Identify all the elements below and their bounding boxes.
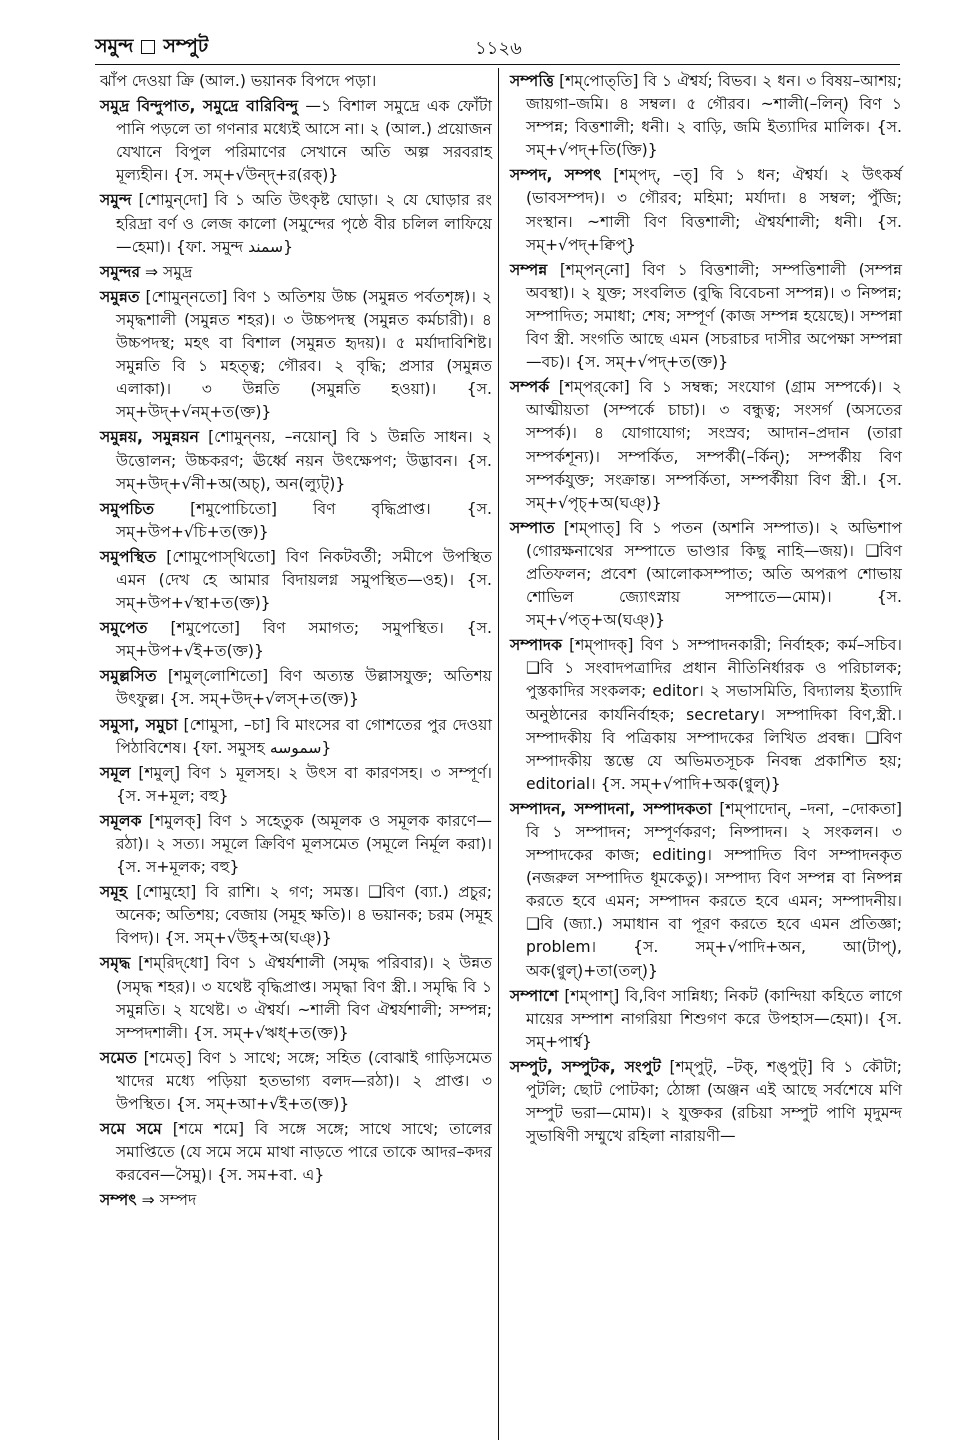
dictionary-entry: [100, 261, 492, 284]
entry-headword: সমুদ্র বিন্দুপাত, সমুদ্রে বারিবিন্দু: [100, 97, 299, 116]
square-separator-icon: [141, 40, 155, 54]
entry-definition: [শমুপোচিতো] বিণ বৃদ্ধিপ্রাপ্ত। {স. সম্+উপ+√চি+ত(ক্ত)}: [116, 499, 492, 541]
dictionary-entry: [510, 517, 902, 632]
entry-headword: সমুন্নয়, সমুন্নয়ন: [100, 428, 199, 447]
dictionary-entry: [510, 985, 902, 1054]
dictionary-entry: [100, 714, 492, 760]
entry-definition: [শমুপেতো] বিণ সমাগত; সমুপস্থিত। {স. সম্+উপ+√ই+ত(ক্ত)}: [116, 619, 492, 661]
running-head-last-word: সম্পুট: [163, 35, 209, 57]
running-head-first-word: সমুন্দ: [95, 35, 134, 57]
entry-definition: ঝাঁপ দেওয়া ক্রি (আল.) ভয়ানক বিপদে পড়া।: [100, 72, 377, 90]
dictionary-entry: [100, 286, 492, 425]
dictionary-entry: [100, 546, 492, 615]
entry-headword: সম্পন্ন: [510, 260, 548, 279]
entry-headword: সমুন্দর: [100, 262, 141, 281]
entry-definition: [শমুল্‌লোশিতো] বিণ অত্যন্ত উল্লাসযুক্ত; অতিশয় উৎফুল্ল। {স. সম্+উদ্+√লস্+ত(ক্ত)}: [116, 667, 492, 709]
dictionary-entry: [100, 881, 492, 950]
dictionary-entry: [100, 95, 492, 187]
dictionary-entry: [100, 762, 492, 808]
entry-headword: সমুপেত: [100, 619, 148, 638]
entry-definition: [শম্‌পাশ্] বি,বিণ সান্নিধ্য; নিকট (কান্দিয়া কহিতে লাগে মায়ের সম্পাশ নাগরিয়া শিশুগণ করে উপহাস—হেমা)। {স. সম্+পার্শ্ব}: [526, 986, 902, 1051]
page-header: [95, 30, 900, 65]
entry-definition: [শম্‌পাদোন্, –দনা, –দোকতা] বি ১ সম্পাদন; সম্পূর্ণকরণ; নিষ্পাদন। ২ সংকলন। ৩ সম্পাদকের কাজ; editing। সম্পাদিত বিণ সম্পাদনকৃত (নজরুল সম্পাদিত ধূমকেতু)। সম্পাদ্য বিণ সম্পন্ন বা নিষ্পন্ন করতে হবে এমন; সম্পাদন করতে হবে এমন; সম্পাদনীয়। ❑বি (জ্যা.) সমাধান বা পূরণ করতে হবে এমন প্রতিজ্ঞা; problem। {স. সম্+√পাদি+অন, আ(টাপ্), অক(ণ্বুল্)+তা(তল্)}: [526, 799, 902, 980]
entry-definition: [শম্‌রিদ্‌ধো] বিণ ১ ঐশ্বর্যশালী (সমৃদ্ধ পরিবার)। ২ উন্নত (সমৃদ্ধ শহর)। ৩ যথেষ্ট বৃদ্ধিপ্রাপ্ত। সমৃদ্ধা বিণ স্ত্রী.। সমৃদ্ধি বি ১ সমুন্নতি। ২ যথেষ্ট। ৩ ঐশ্বর্য। ~শালী বিণ ঐশ্বর্যশালী; সম্পন্ন; সম্পদশালী। {স. সম্+√ঋধ্+ত(ক্ত)}: [116, 954, 492, 1042]
right-column: [510, 70, 902, 1150]
entry-headword: সমুল্লসিত: [100, 667, 157, 686]
dictionary-entry: [100, 1047, 492, 1116]
dictionary-entry: [100, 189, 492, 258]
dictionary-entry: [510, 634, 902, 796]
entry-definition: [শমুল্] বিণ ১ মূলসহ। ২ উৎস বা কারণসহ। ৩ সম্পূর্ণ। {স. স+মূল; বহু}: [116, 763, 492, 805]
entry-headword: সমুন্দ: [100, 191, 132, 210]
entry-definition: [শোমুন্‌দো] বি ১ অতি উৎকৃষ্ট ঘোড়া। ২ যে ঘোড়ার রং হরিদ্রা বর্ণ ও লেজ কালো (সমুন্দের পৃষ্ঠে বীর চলিল লাফিয়ে—হেমা)। {ফা. সমুন্দ سمند}: [116, 191, 492, 256]
entry-headword: সম্পর্ক: [510, 378, 550, 397]
entry-definition: [শম্‌পাদক্] বিণ ১ সম্পাদনকারী; নির্বাহক; কর্ম–সচিব। ❑বি ১ সংবাদপত্রাদির প্রধান নীতিনির্ধারক ও পরিচালক; পুস্তকাদির সংকলক; editor। ২ সভাসমিতি, বিদ্যালয় ইত্যাদি অনুষ্ঠানের কার্যনির্বাহক; secretary। সম্পাদিকা বিণ,স্ত্রী.। সম্পাদকীয় বি পত্রিকায় সম্পাদকের লিখিত প্রবন্ধ। ❑বিণ সম্পাদকীয় স্তম্ভে যে অভিমতসূচক নিবন্ধ প্রকাশিত হয়; editorial। {স. সম্+√পাদি+অক(ণ্বুল্)}: [526, 636, 902, 793]
entry-headword: সম্পত্তি: [510, 72, 554, 90]
dictionary-entry: [100, 1189, 492, 1212]
dictionary-entry: [510, 798, 902, 983]
entry-definition: ⇒ সম্পদ: [141, 1191, 197, 1210]
dictionary-entry: [510, 376, 902, 515]
entry-headword: সমুপচিত: [100, 499, 155, 518]
entry-headword: সমুপস্থিত: [100, 547, 157, 566]
entry-headword: সম্পাশে: [510, 986, 559, 1005]
dictionary-entry: [100, 617, 492, 663]
dictionary-entry: [510, 70, 902, 162]
dictionary-entry: [510, 1056, 902, 1148]
dictionary-entry: [100, 70, 492, 93]
entry-definition: ⇒ সমুদ্র: [145, 262, 193, 281]
dictionary-entry: [100, 498, 492, 544]
entry-headword: সমুসা, সমুচা: [100, 715, 178, 734]
dictionary-entry: [100, 1118, 492, 1187]
entry-definition: [শম্‌পোত্‌তি] বি ১ ঐশ্বর্য; বিভব। ২ ধন। ৩ বিষয়–আশয়; জায়গা–জমি। ৪ সম্বল। ৫ গৌরব। ~শালী(–লিন্) বিণ ১ সম্পন্ন; বিত্তশালী; ধনী। ২ বাড়ি, জমি ইত্যাদির মালিক। {স. সম্+√পদ্+তি(ক্তি)}: [526, 72, 902, 160]
entry-definition: [শোমুন্‌নয়, –নয়োন্] বি ১ উন্নতি সাধন। ২ উত্তোলন; উচ্চকরণ; ঊর্ধ্বে নয়ন উৎক্ষেপণ; উদ্ভাবন। {স. সম্+উদ্+√নী+অ(অচ্), অন(ল্যুট্)}: [116, 428, 492, 493]
entry-definition: [শম্‌পদ্, –ত্] বি ১ ধন; ঐশ্বর্য। ২ উৎকর্ষ (ভাবসম্পদ)। ৩ গৌরব; মহিমা; মর্যাদা। ৪ সম্বল; পুঁজি; সংস্থান। ~শালী বিণ বিত্তশালী; ঐশ্বর্যশালী; ধনী। {স. সম্+√পদ্+ক্বিপ্}: [526, 166, 902, 254]
entry-definition: [শমেত্] বিণ ১ সাথে; সঙ্গে; সহিত (বোঝাই গাড়িসমেত খাদের মধ্যে পড়িয়া হতভাগ্য বলদ—রঠা)। ২ প্রাপ্ত। ৩ উপস্থিত। {স. সম্+আ+√ই+ত(ক্ত)}: [116, 1048, 492, 1114]
entry-headword: সমে সমে: [100, 1120, 162, 1139]
entry-headword: সমূল: [100, 763, 131, 782]
entry-headword: সমুন্নত: [100, 287, 140, 306]
entry-definition: [শোমুহো] বি রাশি। ২ গণ; সমস্ত। ❑বিণ (ব্যা.) প্রচুর; অনেক; অতিশয়; বেজায় (সমূহ ক্ষতি)। ৪ ভয়ানক; চরম (সমূহ বিপদ)। {স. সম্+√উহ্+অ(ঘঞ্)}: [116, 883, 492, 948]
page-number: ১১২৬: [475, 38, 522, 59]
entry-definition: —১ বিশাল সমুদ্রে এক ফোঁটা পানি পড়লে তা গণনার মধ্যেই আসে না। ২ (আল.) প্রয়োজন যেখানে বিপুল পরিমাণের সেখানে অতি অল্প সরবরাহ মূল্যহীন। {স. সম্+√উন্দ্+র(রক্)}: [116, 97, 492, 185]
dictionary-entry: [100, 665, 492, 711]
entry-definition: [শোমুপোস্‌থিতো] বিণ নিকটবর্তী; সমীপে উপস্থিত এমন (দেখ হে আমার বিদায়লগ্ন সমুপস্থিত—ওহ)। {স. সম্+উপ+√স্থা+ত(ক্ত)}: [116, 547, 492, 613]
entry-definition: [শমে শমে] বি সঙ্গে সঙ্গে; সাথে সাথে; তালের সমাপ্তিতে (যে সমে সমে মাথা নাড়তে পারে তাকে আদর–কদর করবেন—সৈমু)। {স. সম+বা. এ}: [116, 1120, 492, 1185]
entry-definition: [শোমুসা, –চা] বি মাংসের বা গোশতের পুর দেওয়া পিঠাবিশেষ। {ফা. সমুসহ سموسه}: [116, 715, 492, 757]
entry-headword: সম্পৎ: [100, 1191, 137, 1210]
dictionary-entry: [100, 952, 492, 1044]
column-divider: [498, 68, 499, 1440]
entry-definition: [শমুলক্] বিণ ১ সহেতুক (অমূলক ও সমূলক কারণে—রঠা)। ২ সত্য। সমূলে ক্রিবিণ মূলসমেত (সমূলে নির্মূল করা)। {স. স+মূলক; বহু}: [116, 811, 492, 877]
entry-headword: সমেত: [100, 1048, 137, 1067]
entry-definition: [শোমুন্‌নতো] বিণ ১ অতিশয় উচ্চ (সমুন্নত পর্বতশৃঙ্গ)। ২ সমৃদ্ধশালী (সমুন্নত শহর)। ৩ উচ্চপদস্থ (সমুন্নত কর্মচারী)। ৪ উচ্চপদস্থ; মহৎ বা বিশাল (সমুন্নত হৃদয়)। ৫ মর্যাদাবিশিষ্ট। সমুন্নতি বি ১ মহত্ত্ব; গৌরব। ২ বৃদ্ধি; প্রসার (সমুন্নত এলাকা)। ৩ উন্নতি (সমুন্নতি হওয়া)। {স. সম্+উদ্+√নম্+ত(ক্ত)}: [116, 287, 492, 422]
entry-definition: [শম্‌পাত্] বি ১ পতন (অশনি সম্পাত)। ২ অভিশাপ (গোরক্ষনাথের সম্পাতে ভাণ্ডার কিছু নাহি—জয়)। ❑বিণ প্রতিফলন; প্রবেশ (আলোকসম্পাত; অতি অপরূপ শোভায় শোভিল জ্যোৎস্নায় সম্পাতে—মোম)। {স. সম্+√পত্+অ(ঘঞ্)}: [526, 518, 902, 630]
dictionary-entry: [510, 259, 902, 374]
entry-headword: সমূলক: [100, 811, 142, 830]
entry-headword: সম্পাদন, সম্পাদনা, সম্পাদকতা: [510, 799, 712, 818]
entry-headword: সমৃদ্ধ: [100, 954, 131, 973]
entry-definition: [শম্‌পন্‌নো] বিণ ১ বিত্তশালী; সম্পত্তিশালী (সম্পন্ন অবস্থা)। ২ যুক্ত; সংবলিত (বুদ্ধি বিবেচনা সম্পন্ন)। ৩ নিষ্পন্ন; সম্পাদিত; সমাধা; শেষ; সম্পূর্ণ (কাজ সম্পন্ন হয়েছে)। সম্পন্না বিণ স্ত্রী. সংগতি আছে এমন (সচরাচর দাসীর অপেক্ষা সম্পন্না—বচ)। {স. সম্+√পদ্+ত(ক্ত)}: [526, 260, 902, 372]
left-column: [100, 70, 492, 1215]
dictionary-entry: [510, 164, 902, 256]
entry-headword: সমূহ: [100, 883, 128, 902]
dictionary-entry: [100, 810, 492, 879]
entry-definition: [শম্‌পুট্, –টক্, শঙ্‌পুট্] বি ১ কৌটা; পুটলি; ছোট পোটকা; ঠোঙ্গা (অঞ্জন এই আছে সর্বশেষে মণি সম্পুট ভরা—মোম)। ২ যুক্তকর (রচিয়া সম্পুট পাণি মৃদুমন্দ সুভাষিণী সম্মুখে রহিলা নারায়ণী—: [526, 1057, 902, 1146]
running-head: [95, 32, 208, 64]
entry-headword: সম্পাদক: [510, 636, 562, 655]
entry-headword: সম্পুট, সম্পুটক, সংপুট: [510, 1057, 661, 1076]
entry-headword: সম্পদ, সম্পৎ: [510, 166, 602, 185]
entry-definition: [শম্‌পর্‌কো] বি ১ সম্বন্ধ; সংযোগ (গ্রাম সম্পর্কে)। ২ আত্মীয়তা (সম্পর্কে চাচা)। ৩ বন্ধুত্ব; সংসর্গ (অসতের সম্পর্ক)। ৪ যোগাযোগ; সংস্রব; আদান–প্রদান (তারা সম্পর্কশূন্য)। সম্পর্কিত, সম্পর্কী(–র্কিন্); সম্পর্কীয় বিণ সম্পর্কযুক্ত; সংক্রান্ত। সম্পর্কিতা, সম্পর্কীয়া বিণ স্ত্রী.। {স. সম্+√পৃচ্+অ(ঘঞ্)}: [526, 378, 902, 512]
dictionary-entry: [100, 426, 492, 495]
entry-headword: সম্পাত: [510, 518, 555, 537]
